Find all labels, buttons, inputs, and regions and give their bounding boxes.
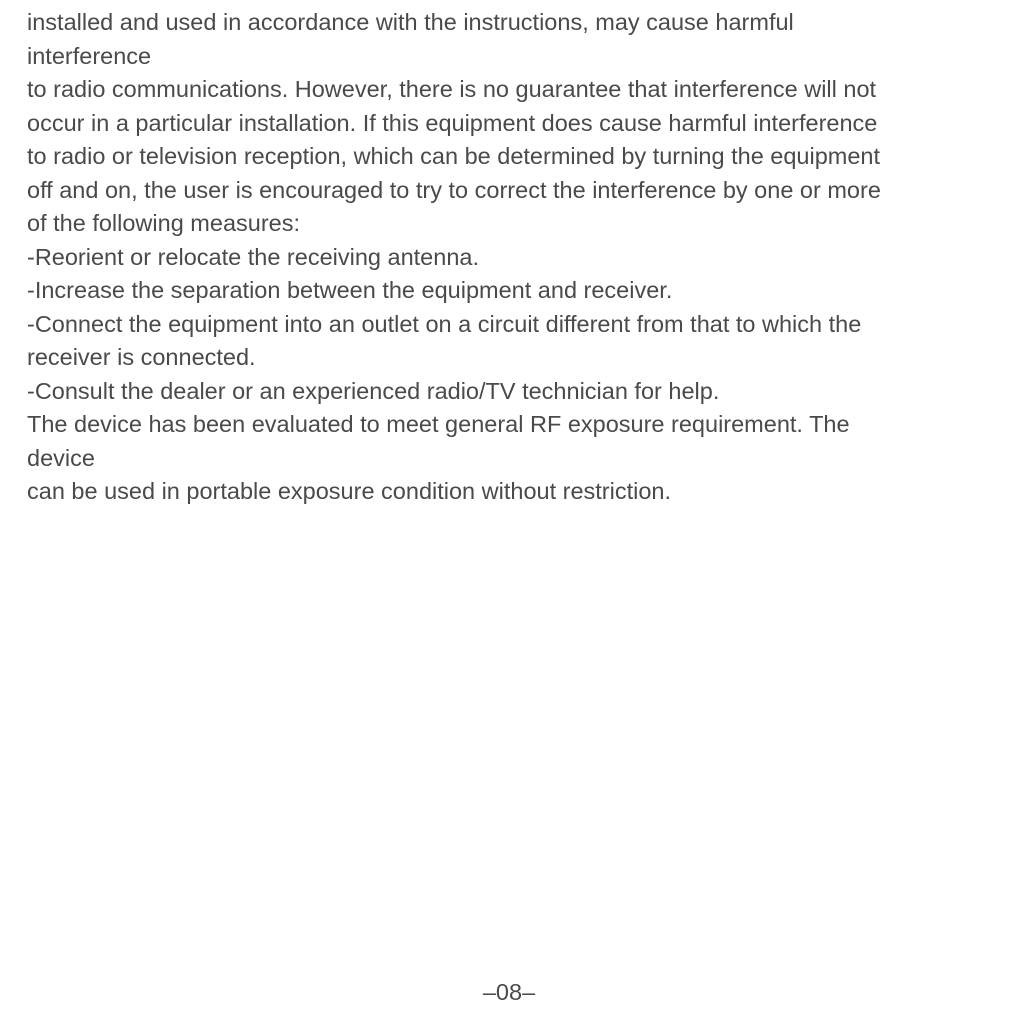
list-item: -Connect the equipment into an outlet on a circuit different from that to which the xyxy=(27,310,862,337)
text-line: device xyxy=(27,444,95,471)
text-line: to radio or television reception, which can be determined by turning the equipment xyxy=(27,143,881,169)
page-number: –08– xyxy=(482,979,536,1005)
list-item: -Reorient or relocate the receiving antenna. xyxy=(27,243,479,270)
list-item: -Increase the separation between the equipment and receiver. xyxy=(27,277,673,303)
text-line: can be used in portable exposure condition without restriction. xyxy=(27,478,672,504)
list-item-continuation: receiver is connected. xyxy=(27,344,256,370)
page-body xyxy=(27,6,1002,509)
list-item: -Consult the dealer or an experienced radio/TV technician for help. xyxy=(27,377,720,404)
text-line: interference xyxy=(27,42,152,69)
text-line: installed and used in accordance with the instructions, may cause harmful xyxy=(27,9,794,35)
text-line: to radio communications. However, there is no guarantee that interference will not xyxy=(27,76,877,102)
text-line: occur in a particular installation. If this equipment does cause harmful interference xyxy=(27,109,878,136)
text-line: The device has been evaluated to meet general RF exposure requirement. The xyxy=(27,411,850,437)
text-line: off and on, the user is encouraged to try to correct the interference by one or more xyxy=(27,176,881,203)
text-line: of the following measures: xyxy=(27,210,301,236)
